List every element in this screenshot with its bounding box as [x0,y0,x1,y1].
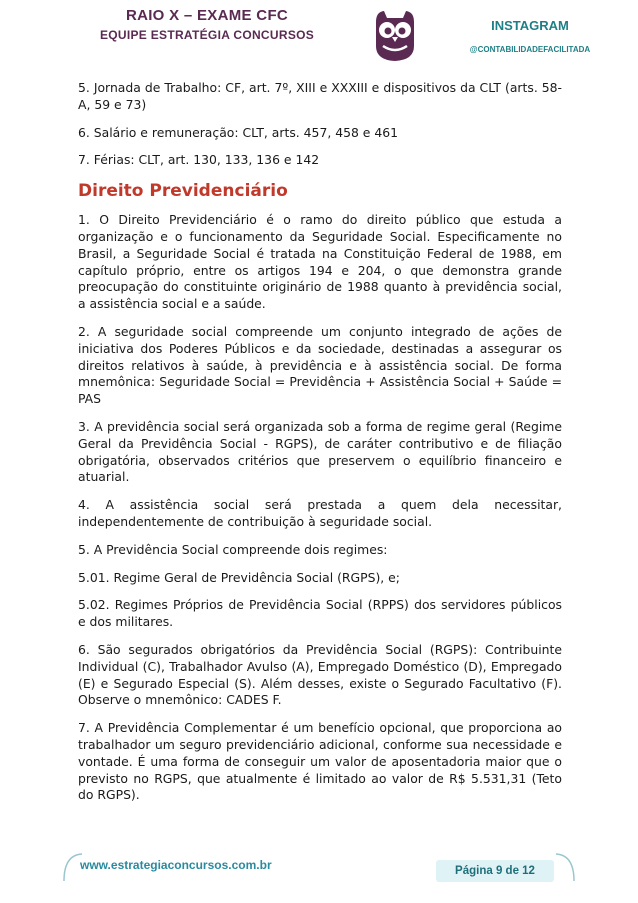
document-body [78,80,562,815]
section-paragraph: 1. O Direito Previdenciário é o ramo do direito público que estuda a organização e o funcionamento da Seguridade Social. Especificamente no Brasil, a Seguridade Social é tratada na Constituição Federal de 1988, em capítulo próprio, entre os artigos 194 e 204, o que demonstra grande preocupação do constituinte originário de 1988 quanto à previdência social, a assistência social e a saúde. [78,212,562,312]
page-number-badge: Página 9 de 12 [436,860,554,882]
section-paragraph: 6. São segurados obrigatórios da Previdência Social (RGPS): Contribuinte Individual (C), Trabalhador Avulso (A), Empregado Doméstico (D), Empregado (E) e Segurado Especial (S). Além desses, existe o Segurado Facultativo (F). Observe o mnemônico: CADES F. [78,641,562,708]
header-title: RAIO X – EXAME CFC [125,7,289,24]
instagram-handle: @CONTABILIDADEFACILITADA [469,45,591,54]
website-link[interactable]: www.estrategiaconcursos.com.br [80,858,272,872]
section-paragraph: 3. A previdência social será organizada sob a forma de regime geral (Regime Geral da Previdência Social - RGPS), de caráter contributivo e de filiação obrigatória, observados critérios que preservem o equilíbrio financeiro e atuarial. [78,418,562,485]
section-paragraph: 5.01. Regime Geral de Previdência Social (RGPS), e; [78,569,400,585]
section-paragraph: 2. A seguridade social compreende um conjunto integrado de ações de iniciativa dos Poderes Públicos e da sociedade, destinadas a assegurar os direitos relativos à saúde, à previdência e à assistência social. De forma mnemônica: Seguridade Social = Previdência + Assistência Social + Saúde = PAS [78,323,562,407]
header-social [440,18,620,54]
intro-item: 7. Férias: CLT, art. 130, 133, 136 e 142 [78,152,320,168]
page-header [0,0,638,70]
intro-item: 6. Salário e remuneração: CLT, arts. 457, 458 e 461 [78,124,399,140]
header-brand [77,7,337,42]
section-paragraph: 7. A Previdência Complementar é um benefício opcional, que proporciona ao trabalhador um seguro previdenciário adicional, conforme sua necessidade e vontade. É uma forma de conseguir um valor de aposentadoria maior que o previsto no RGPS, que atualmente é limitado ao valor de R$ 5.531,31 (Teto do RGPS). [78,720,562,803]
instagram-label: INSTAGRAM [491,18,569,33]
owl-logo-icon [372,8,418,62]
intro-item: 5. Jornada de Trabalho: CF, art. 7º, XIII e XXXIII e dispositivos da CLT (arts. 58-A, 59 e 73) [78,80,562,112]
section-paragraph: 5.02. Regimes Próprios de Previdência Social (RPPS) dos servidores públicos e dos militares. [78,597,562,630]
header-subtitle: EQUIPE ESTRATÉGIA CONCURSOS [99,28,315,42]
section-paragraph: 4. A assistência social será prestada a quem dela necessitar, independentemente de contribuição à seguridade social. [78,497,562,529]
section-title: Direito Previdenciário [78,181,288,202]
section-paragraph: 5. A Previdência Social compreende dois regimes: [78,541,388,557]
